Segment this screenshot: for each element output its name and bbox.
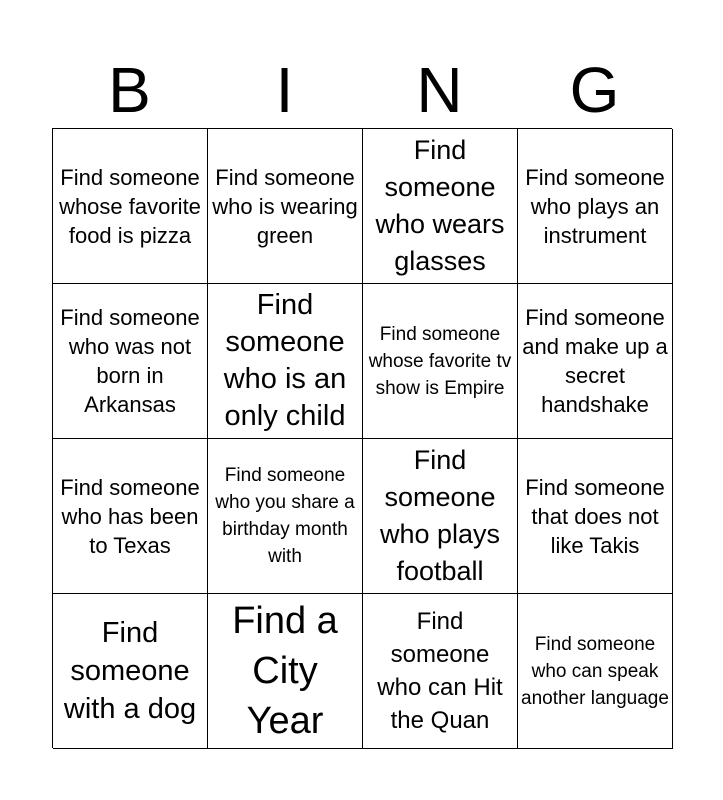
bingo-cell[interactable] xyxy=(518,594,673,749)
bingo-cell[interactable] xyxy=(518,129,673,284)
bingo-cell[interactable] xyxy=(363,439,518,594)
cell-text: Find someone who plays football xyxy=(379,445,501,586)
cell-text: Find someone with a dog xyxy=(63,617,197,725)
bingo-cell[interactable] xyxy=(208,594,363,749)
bingo-cell[interactable] xyxy=(53,439,208,594)
bingo-cell[interactable] xyxy=(53,129,208,284)
bingo-cell[interactable] xyxy=(208,129,363,284)
cell-text: Find a City Year xyxy=(232,600,338,742)
bingo-cell[interactable] xyxy=(208,284,363,439)
cell-text: Find someone who plays an instrument xyxy=(525,164,665,248)
bingo-cell[interactable] xyxy=(208,439,363,594)
cell-text: Find someone who can Hit the Quan xyxy=(377,608,503,734)
cell-text: Find someone who is an only child xyxy=(223,289,347,432)
bingo-board xyxy=(52,128,672,748)
cell-text: Find someone who is wearing green xyxy=(212,164,358,248)
bingo-cell[interactable] xyxy=(363,284,518,439)
cell-text: Find someone whose favorite tv show is Empire xyxy=(368,323,512,399)
header-letter-g: G xyxy=(569,54,620,126)
cell-text: Find someone who you share a birthday month with xyxy=(215,465,355,567)
bingo-cell[interactable] xyxy=(518,284,673,439)
cell-text: Find someone who wears glasses xyxy=(375,135,505,276)
header-letter-i: I xyxy=(275,54,294,126)
cell-text: Find someone who has been to Texas xyxy=(60,474,200,558)
bingo-cell[interactable] xyxy=(518,439,673,594)
bingo-cell[interactable] xyxy=(53,284,208,439)
bingo-header xyxy=(52,52,672,128)
bingo-cell[interactable] xyxy=(53,594,208,749)
header-letter-b: B xyxy=(108,54,151,126)
cell-text: Find someone who can speak another language xyxy=(521,633,669,709)
header-letter-n: N xyxy=(416,54,463,126)
bingo-cell[interactable] xyxy=(363,594,518,749)
bingo-cell[interactable] xyxy=(363,129,518,284)
cell-text: Find someone that does not like Takis xyxy=(525,474,665,558)
cell-text: Find someone who was not born in Arkansas xyxy=(60,305,200,417)
cell-text: Find someone and make up a secret handshake xyxy=(522,305,668,417)
cell-text: Find someone whose favorite food is pizza xyxy=(59,164,201,248)
